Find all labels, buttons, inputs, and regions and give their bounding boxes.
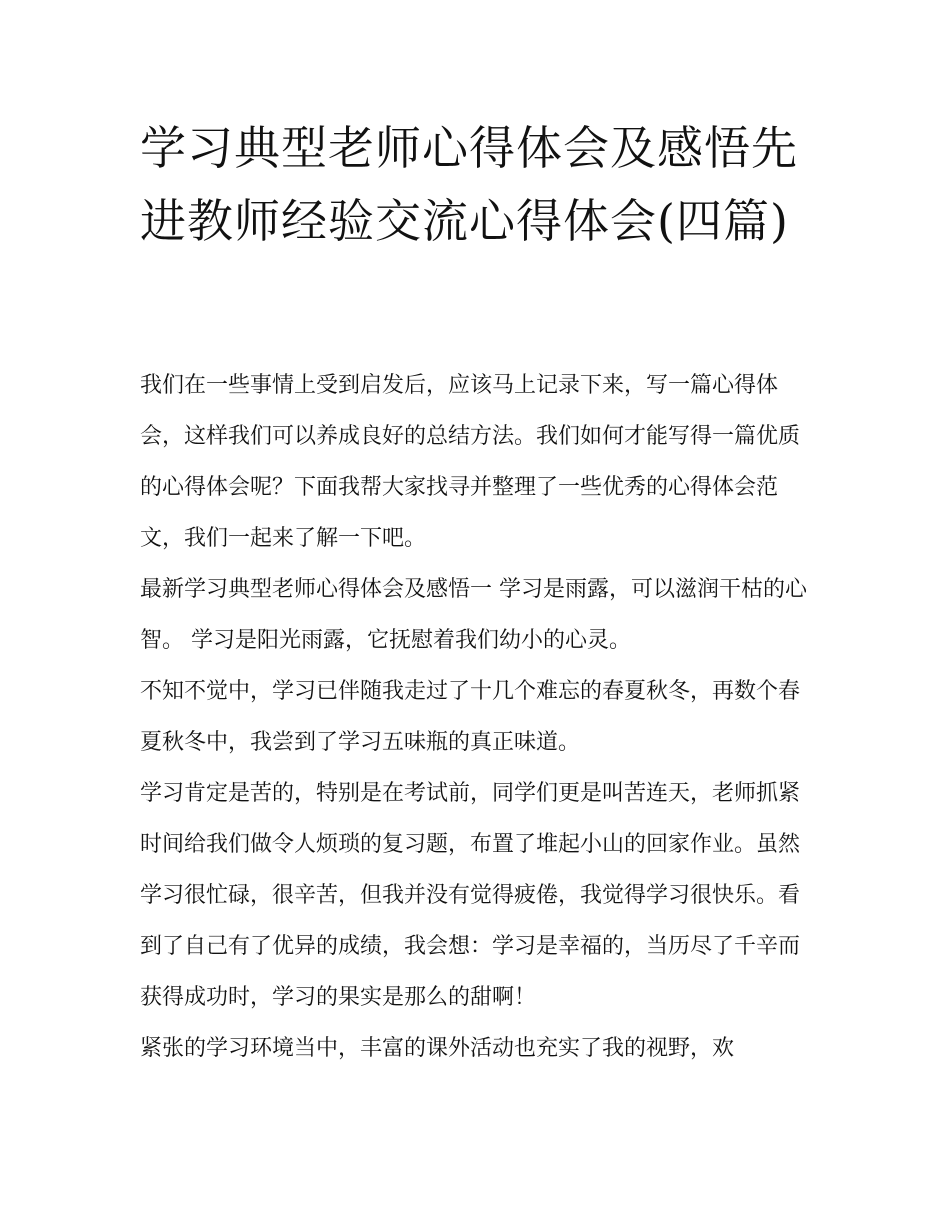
document-body [140, 360, 820, 1074]
paragraph-study-hardship: 学习肯定是苦的，特别是在考试前，同学们更是叫苦连天，老师抓紧时间给我们做令人烦琐的复习题，布置了堆起小山的回家作业。虽然学习很忙碌，很辛苦，但我并没有觉得疲倦，我觉得学习很快乐。看到了自己有了优异的成绩，我会想：学习是幸福的，当历尽了千辛而获得成功时，学习的果实是那么的甜啊！ [140, 781, 801, 1010]
paragraph-section-one-opening: 最新学习典型老师心得体会及感悟一 学习是雨露，可以滋润干枯的心智。 学习是阳光雨露，它抚慰着我们幼小的心灵。 [140, 577, 807, 653]
paragraph-growth: 不知不觉中，学习已伴随我走过了十几个难忘的春夏秋冬，再数个春夏秋冬中，我尝到了学习五味瓶的真正味道。 [140, 679, 801, 755]
document-title: 学习典型老师心得体会及感悟先进教师经验交流心得体会(四篇) [140, 121, 798, 248]
paragraph-intro: 我们在一些事情上受到启发后，应该马上记录下来，写一篇心得体会，这样我们可以养成良好的总结方法。我们如何才能写得一篇优质的心得体会呢？下面我帮大家找寻并整理了一些优秀的心得体会范文，我们一起来了解一下吧。 [140, 373, 801, 551]
paragraph-activities: 紧张的学习环境当中，丰富的课外活动也充实了我的视野，欢 [140, 1036, 735, 1061]
